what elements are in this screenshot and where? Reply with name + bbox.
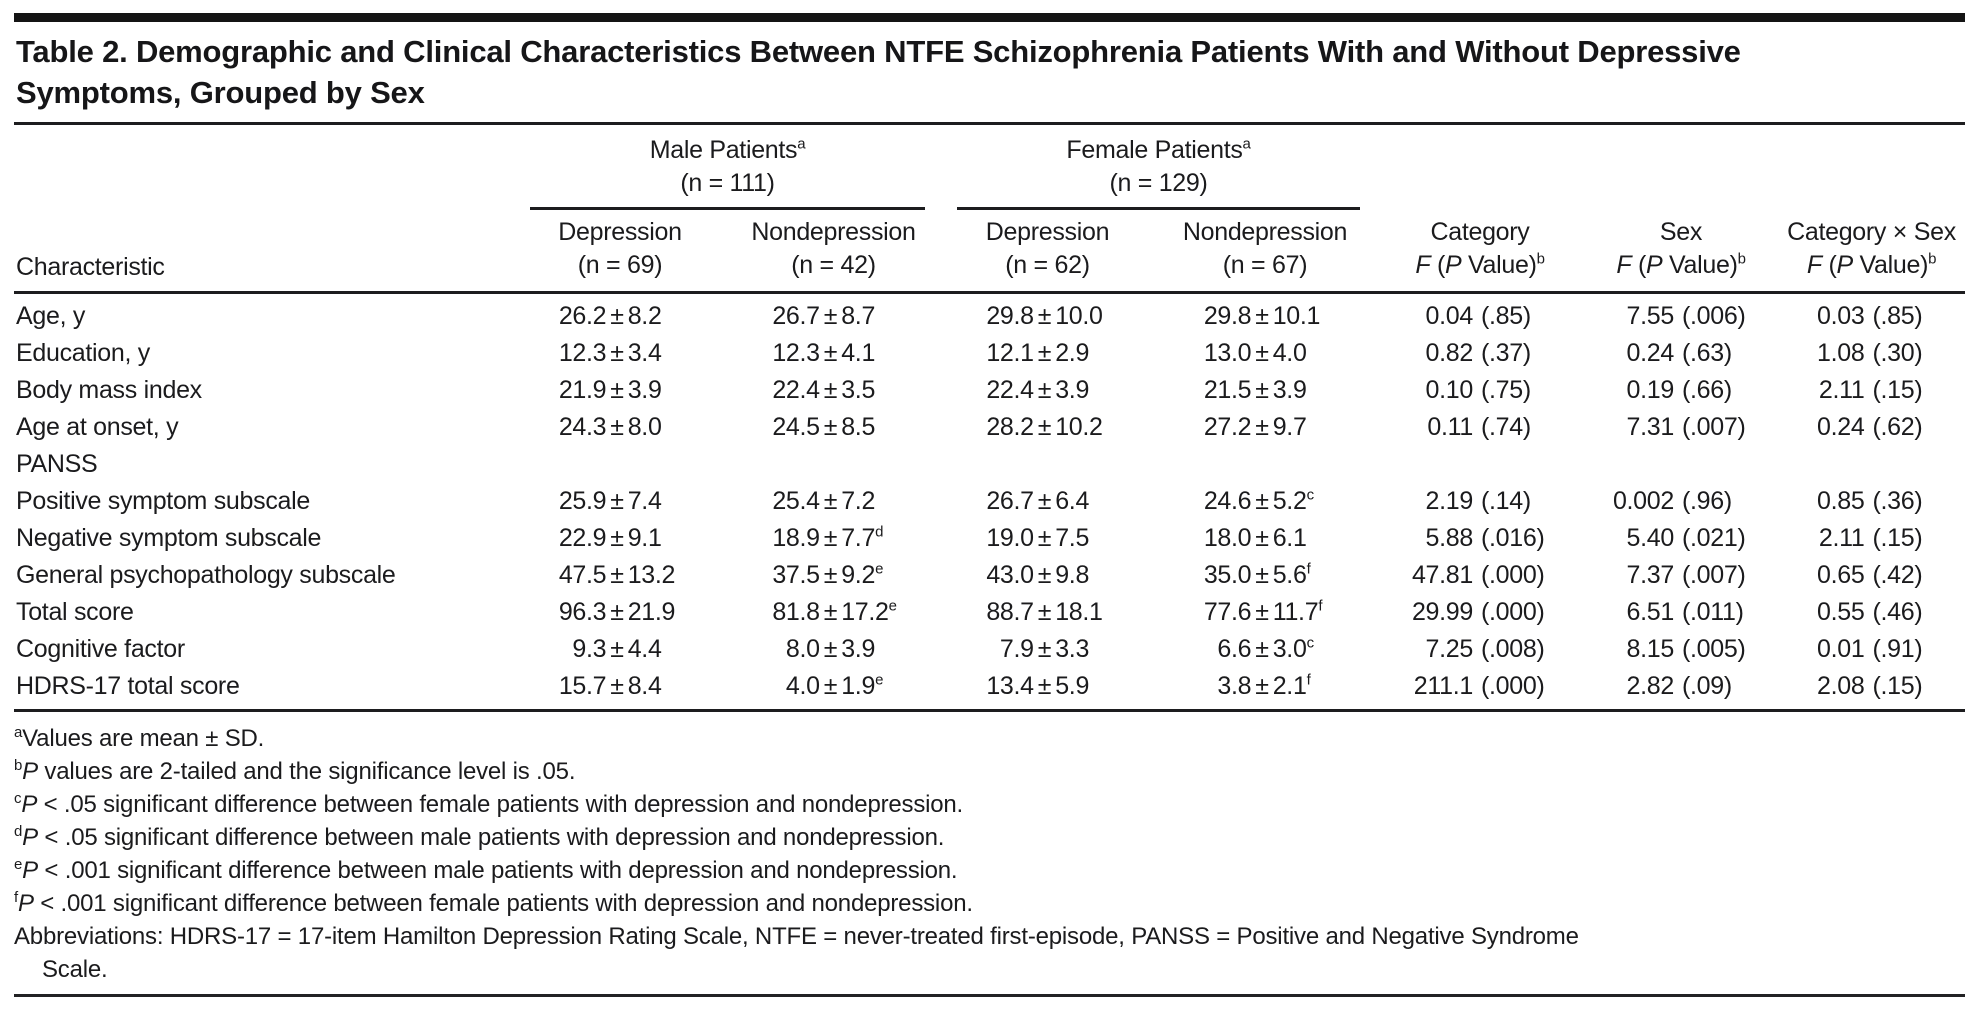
stat-cell: 0.10 (.75)	[1425, 376, 1531, 404]
group-label: Female Patients$^a$	[1066, 135, 1251, 164]
row-label: Body mass index	[16, 376, 202, 404]
stat-cell: 0.65 (.42)	[1817, 561, 1923, 589]
bottom-rule	[14, 994, 1965, 997]
value-cell: 22.9 ± 9.1	[558, 524, 662, 552]
table-row	[14, 557, 1965, 594]
stat-cell: 0.85 (.36)	[1817, 487, 1923, 515]
data-table	[14, 126, 1965, 712]
value-cell: 27.2 ± 9.7	[1203, 413, 1307, 441]
row-label: PANSS	[16, 450, 98, 478]
value-cell: 35.0 ± 5.6$^f$	[1203, 560, 1311, 589]
value-cell: 19.0 ± 7.5	[986, 524, 1090, 552]
value-cell: 22.4 ± 3.5	[772, 376, 876, 404]
value-cell: 47.5 ± 13.2	[558, 561, 676, 589]
stat-cell: 8.15 (.005)	[1626, 635, 1746, 663]
header-group-row	[14, 126, 1965, 210]
table-row	[14, 409, 1965, 446]
column-subheader	[941, 210, 1154, 293]
table-row	[14, 520, 1965, 557]
table-row	[14, 293, 1965, 336]
stat-cell: 29.99 (.000)	[1411, 598, 1545, 626]
table-row	[14, 668, 1965, 711]
stat-cell: 2.19 (.14)	[1425, 487, 1531, 515]
footnote: $^b$P values are 2-tailed and the significance level is .05.	[14, 757, 576, 785]
table-row	[14, 372, 1965, 409]
value-cell: 12.3 ± 3.4	[558, 339, 662, 367]
column-header-stat-1	[1584, 126, 1778, 293]
column-subheader	[1154, 210, 1376, 293]
row-label: Age, y	[16, 302, 86, 330]
value-cell: 3.8 ± 2.1$^f$	[1154, 668, 1376, 711]
subcolumn-n: (n = 67)	[1222, 251, 1308, 279]
column-group-female	[941, 126, 1376, 210]
value-cell: 25.9 ± 7.4	[558, 487, 662, 515]
row-label: Cognitive factor	[16, 635, 185, 663]
row-label: General psychopathology subscale	[16, 561, 396, 589]
value-cell: 96.3 ± 21.9	[558, 598, 676, 626]
value-cell: 15.7 ± 8.4	[514, 668, 726, 711]
stat-label: Category × Sex	[1787, 218, 1956, 246]
title-rule	[14, 122, 1965, 125]
stat-cell: 1.08 (.30)	[1817, 339, 1923, 367]
stat-cell: 7.37 (.007)	[1626, 561, 1746, 589]
value-cell: 7.9 ± 3.3	[999, 635, 1090, 663]
group-n: (n = 111)	[680, 169, 775, 197]
value-cell: 18.9 ± 7.7$^d$	[772, 523, 884, 552]
column-group-male	[514, 126, 941, 210]
stat-cell	[1376, 446, 1584, 483]
top-rule	[14, 13, 1965, 22]
column-header-characteristic: Characteristic	[14, 126, 514, 293]
table-row	[14, 631, 1965, 668]
column-subheader	[514, 210, 726, 293]
table-row	[14, 483, 1965, 520]
stat-cell: 2.82 (.09)	[1584, 668, 1778, 711]
value-cell: 12.1 ± 2.9	[986, 339, 1090, 367]
stat-cell: 0.82 (.37)	[1425, 339, 1531, 367]
stat-cell: 0.04 (.85)	[1425, 302, 1531, 330]
row-label: Total score	[16, 598, 134, 626]
subcolumn-label: Nondepression	[751, 218, 916, 246]
stat-cell: 7.55 (.006)	[1626, 302, 1746, 330]
value-cell	[941, 446, 1154, 483]
table-title-line1: Table 2. Demographic and Clinical Characteristics Between NTFE Schizophrenia Patients With and Without Depressive	[16, 34, 1741, 69]
table-row	[14, 335, 1965, 372]
value-cell: 13.4 ± 5.9	[941, 668, 1154, 711]
stat-cell: 0.55 (.46)	[1817, 598, 1923, 626]
table-row	[14, 446, 1965, 483]
value-cell: 37.5 ± 9.2$^e$	[772, 560, 884, 589]
footnote: $^a$Values are mean ± SD.	[14, 724, 265, 752]
stat-cell: 5.88 (.016)	[1425, 524, 1545, 552]
stat-cell: 2.11 (.15)	[1818, 524, 1923, 552]
value-cell: 88.7 ± 18.1	[986, 598, 1103, 626]
value-cell: 81.8 ± 17.2$^e$	[772, 597, 897, 626]
subcolumn-label: Nondepression	[1182, 218, 1348, 246]
value-cell: 29.8 ± 10.0	[986, 302, 1103, 330]
row-label: HDRS-17 total score	[14, 668, 514, 711]
group-spanner	[957, 134, 1360, 210]
group-spanner	[530, 134, 925, 210]
footnotes	[14, 722, 1965, 986]
stat-cell: 0.01 (.91)	[1817, 635, 1923, 663]
stat-cell: 211.1 (.000)	[1376, 668, 1584, 711]
stat-cell: 7.31 (.007)	[1626, 413, 1746, 441]
table-header	[14, 126, 1965, 293]
stat-label: Sex	[1659, 218, 1703, 246]
stat-cell: 0.11 (.74)	[1427, 413, 1531, 441]
stat-fp-label: F (P Value)$^b$	[1806, 250, 1937, 279]
subcolumn-n: (n = 42)	[791, 251, 876, 279]
value-cell	[726, 446, 941, 483]
value-cell: 28.2 ± 10.2	[986, 413, 1103, 441]
value-cell: 8.0 ± 3.9	[785, 635, 876, 663]
value-cell: 22.4 ± 3.9	[986, 376, 1090, 404]
value-cell: 29.8 ± 10.1	[1203, 302, 1321, 330]
value-cell: 24.5 ± 8.5	[772, 413, 876, 441]
value-cell: 26.7 ± 8.7	[772, 302, 876, 330]
value-cell: 25.4 ± 7.2	[772, 487, 876, 515]
stat-cell	[1778, 446, 1965, 483]
stat-fp-label: F (P Value)$^b$	[1616, 250, 1746, 279]
value-cell	[514, 446, 726, 483]
value-cell: 26.7 ± 6.4	[986, 487, 1090, 515]
column-header-stat-2	[1778, 126, 1965, 293]
footnote-continuation: Scale.	[42, 956, 108, 983]
stat-cell: 2.08 (.15)	[1778, 668, 1965, 711]
table-title	[16, 31, 1965, 113]
value-cell: 43.0 ± 9.8	[986, 561, 1090, 589]
stat-cell: 6.51 (.011)	[1626, 598, 1744, 626]
value-cell: 26.2 ± 8.2	[558, 302, 662, 330]
row-label: Positive symptom subscale	[16, 487, 311, 515]
group-label: Male Patients$^a$	[649, 135, 806, 164]
value-cell: 18.0 ± 6.1	[1203, 524, 1307, 552]
subcolumn-n: (n = 62)	[1005, 251, 1090, 279]
stat-cell: 47.81 (.000)	[1411, 561, 1545, 589]
stat-cell	[1584, 446, 1778, 483]
value-cell: 21.5 ± 3.9	[1203, 376, 1307, 404]
stat-cell: 0.24 (.63)	[1626, 339, 1732, 367]
value-cell	[1154, 446, 1376, 483]
stat-cell: 2.11 (.15)	[1818, 376, 1923, 404]
value-cell: 24.6 ± 5.2$^c$	[1203, 486, 1314, 515]
row-label: Age at onset, y	[16, 413, 179, 441]
value-cell: 12.3 ± 4.1	[772, 339, 876, 367]
table-row	[14, 594, 1965, 631]
value-cell: 21.9 ± 3.9	[558, 376, 662, 404]
stat-cell: 0.002 (.96)	[1612, 487, 1732, 515]
stat-cell: 0.24 (.62)	[1817, 413, 1923, 441]
subcolumn-n: (n = 69)	[577, 251, 663, 279]
column-header-stat-0	[1376, 126, 1584, 293]
footnote: Abbreviations: HDRS-17 = 17-item Hamilton Depression Rating Scale, NTFE = never-treated first-episode, PANSS = Positive and Negative Syndrome	[14, 923, 1579, 950]
footnote: $^f$P < .001 significant difference between female patients with depression and nondepression.	[14, 889, 973, 917]
value-cell: 13.0 ± 4.0	[1203, 339, 1307, 367]
value-cell: 4.0 ± 1.9$^e$	[726, 668, 941, 711]
footnote: $^c$P < .05 significant difference between female patients with depression and nondepression.	[14, 790, 964, 818]
row-label: Education, y	[16, 339, 150, 367]
footnote: $^d$P < .05 significant difference between male patients with depression and nondepression.	[14, 823, 945, 851]
stat-cell: 0.03 (.85)	[1817, 302, 1923, 330]
stat-cell: 0.19 (.66)	[1626, 376, 1732, 404]
column-subheader	[726, 210, 941, 293]
value-cell: 24.3 ± 8.0	[558, 413, 662, 441]
subcolumn-label: Depression	[985, 218, 1110, 246]
stat-fp-label: F (P Value)$^b$	[1415, 250, 1545, 279]
row-label: Negative symptom subscale	[16, 524, 322, 552]
stat-label: Category	[1430, 218, 1530, 246]
stat-cell: 5.40 (.021)	[1626, 524, 1746, 552]
value-cell: 6.6 ± 3.0$^c$	[1217, 634, 1314, 663]
table-title-line2: Symptoms, Grouped by Sex	[16, 75, 425, 110]
stat-cell: 7.25 (.008)	[1425, 635, 1545, 663]
subcolumn-label: Depression	[558, 218, 682, 246]
value-cell: 77.6 ± 11.7$^f$	[1203, 597, 1323, 626]
value-cell: 9.3 ± 4.4	[572, 635, 662, 663]
group-n: (n = 129)	[1109, 169, 1208, 197]
footnote: $^e$P < .001 significant difference between male patients with depression and nondepression.	[14, 856, 958, 884]
table-body	[14, 293, 1965, 711]
